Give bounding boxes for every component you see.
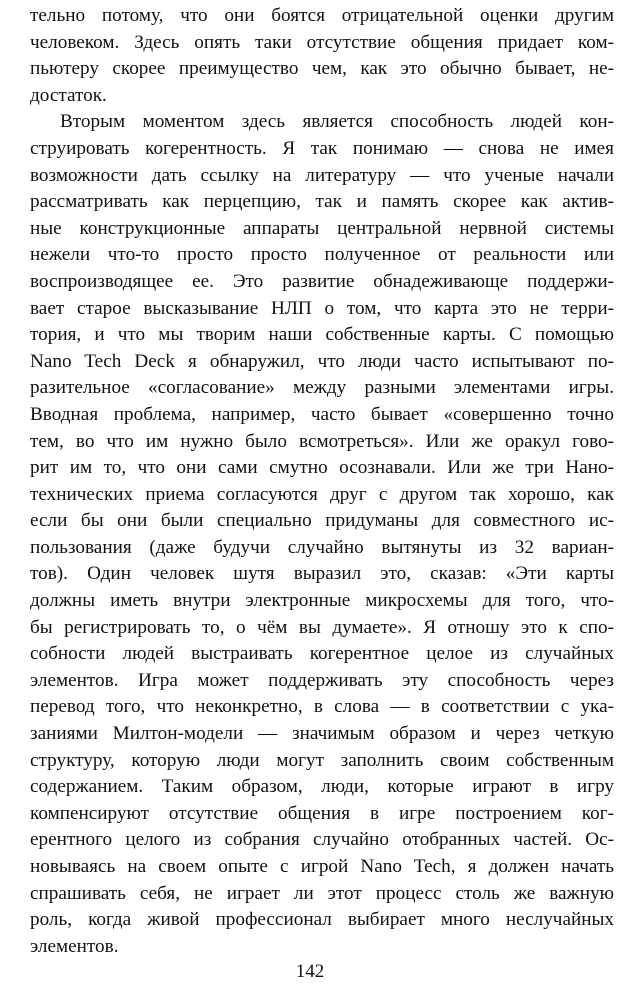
- text-line: тория, и что мы творим наши собственные карты. С помощью: [30, 324, 614, 346]
- page-text: [30, 3, 614, 960]
- text-line: струировать когерентность. Я так понимаю — снова не имея: [30, 137, 614, 159]
- text-line: тов). Один человек шутя выразил это, сказав: «Эти карты: [30, 563, 614, 585]
- paragraph-continued: [30, 3, 614, 109]
- text-line: Вводная проблема, например, часто бывает «совершенно точно: [30, 403, 614, 425]
- text-line: вает старое высказывание НЛП о том, что карта это не терри-: [30, 297, 614, 319]
- text-line: ерентного целого из собрания случайно отобранных частей. Ос-: [30, 829, 614, 851]
- text-line: если бы они были специально придуманы для совместного ис-: [30, 510, 614, 532]
- text-line: достаток.: [30, 84, 107, 106]
- text-line: перевод того, что неконкретно, в слова — в соответствии с ука-: [30, 696, 614, 718]
- text-line: воспроизводящее ее. Это развитие обнадеживающе поддержи-: [30, 270, 614, 292]
- paragraph-coherence: [30, 109, 614, 960]
- text-line: Вторым моментом здесь является способность людей кон-: [60, 111, 614, 133]
- text-line: тем, во что им нужно было всмотреться». Или же оракул гово-: [30, 430, 614, 452]
- page-number: 142: [295, 961, 325, 982]
- text-line: рит им то, что они сами смутно осознавали. Или же три Нано-: [30, 457, 614, 479]
- text-line: нежели что-то просто просто полученное от реальности или: [30, 244, 614, 266]
- text-line: новываясь на своем опыте с игрой Nano Tech, я должен начать: [30, 856, 614, 877]
- text-line: собности людей выстраивать когерентное целое из случайных: [30, 643, 614, 665]
- text-line: пьютеру скорее преимущество чем, как это обычно бывает, не-: [30, 58, 614, 80]
- text-line: бы регистрировать то, о чём вы думаете». Я отношу это к спо-: [30, 616, 614, 638]
- text-line: возможности дать ссылку на литературу — что ученые начали: [30, 164, 614, 186]
- text-line: спрашивать себя, не играет ли этот процесс столь же важную: [30, 882, 614, 904]
- text-line: разительное «согласование» между разными элементами игры.: [30, 377, 614, 399]
- text-line: тельно потому, что они боятся отрицательной оценки другим: [30, 5, 614, 26]
- text-line: структуру, которую люди могут заполнить своим собственным: [30, 749, 614, 771]
- text-line: элементов. Игра может поддерживать эту способность через: [30, 669, 614, 691]
- text-line: элементов.: [30, 935, 119, 957]
- text-line: должны иметь внутри электронные микросхемы для того, что-: [30, 590, 614, 612]
- text-line: компенсируют отсутствие общения в игре построением ког-: [30, 802, 614, 824]
- text-line: ные конструкционные аппараты центральной нервной системы: [30, 217, 614, 239]
- text-line: рассматривать как перцепцию, так и память скорее как актив-: [30, 191, 614, 213]
- text-line: заниями Милтон-модели — значимым образом и через четкую: [30, 723, 614, 745]
- text-line: пользования (даже будучи случайно вытянуты из 32 вариан-: [30, 536, 614, 558]
- text-line: роль, когда живой профессионал выбирает много неслучайных: [30, 909, 614, 931]
- text-line: содержанием. Таким образом, люди, которые играют в игру: [30, 776, 614, 798]
- text-line: технических приема согласуются друг с другом так хорошо, как: [30, 483, 614, 505]
- text-line: Nano Tech Deck я обнаружил, что люди часто испытывают по-: [30, 350, 614, 372]
- text-line: человеком. Здесь опять таки отсутствие общения придает ком-: [30, 31, 614, 53]
